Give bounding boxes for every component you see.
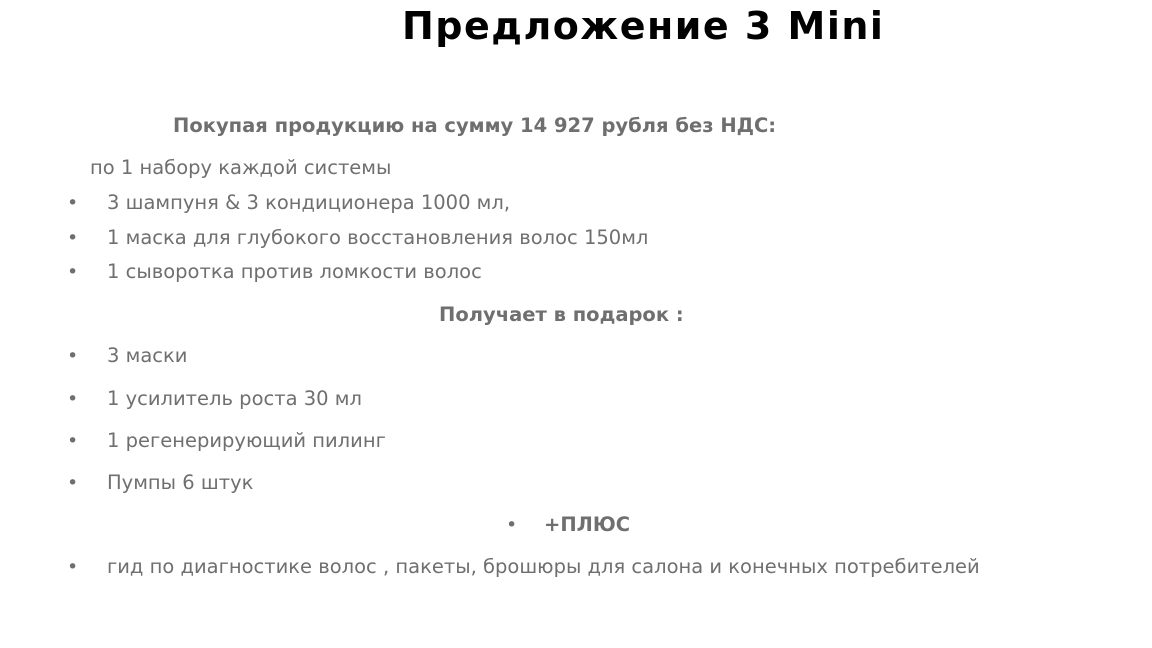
plus-item-text: гид по диагностике волос , пакеты, брошюры для салона и конечных потребителей <box>107 555 980 578</box>
gift-heading: Получает в подарок : <box>439 303 684 326</box>
list-item <box>0 226 1152 254</box>
bullet-icon: • <box>506 514 518 536</box>
list-item-text: 1 маска для глубокого восстановления волос 150мл <box>107 226 649 249</box>
list-item <box>0 429 1152 457</box>
list-item-text: 1 усилитель роста 30 мл <box>107 387 362 410</box>
bullet-icon: • <box>67 430 79 452</box>
purchase-heading: Покупая продукцию на сумму 14 927 рубля без НДС: <box>173 114 777 137</box>
list-item <box>0 387 1152 415</box>
list-item <box>0 191 1152 219</box>
slide-title: Предложение 3 Mini <box>402 4 885 48</box>
plus-item <box>0 550 1152 620</box>
bullet-icon: • <box>67 192 79 214</box>
list-item-text: 3 маски <box>107 344 188 367</box>
bullet-icon: • <box>67 472 79 494</box>
plus-row <box>0 513 1152 541</box>
list-item <box>0 471 1152 499</box>
list-item-text: 3 шампуня & 3 кондиционера 1000 мл, <box>107 191 511 214</box>
list-item-text: Пумпы 6 штук <box>107 471 254 494</box>
plus-label: +ПЛЮС <box>544 513 631 536</box>
bullet-icon: • <box>67 345 79 367</box>
bullet-icon: • <box>67 227 79 249</box>
list-item-text: 1 регенерирующий пилинг <box>107 429 386 452</box>
list-item <box>0 260 1152 288</box>
list-item-text: 1 сыворотка против ломкости волос <box>107 260 482 283</box>
purchase-intro: по 1 набору каждой системы <box>90 156 392 179</box>
list-item <box>0 344 1152 372</box>
bullet-icon: • <box>67 388 79 410</box>
bullet-icon: • <box>67 556 79 578</box>
bullet-icon: • <box>67 261 79 283</box>
